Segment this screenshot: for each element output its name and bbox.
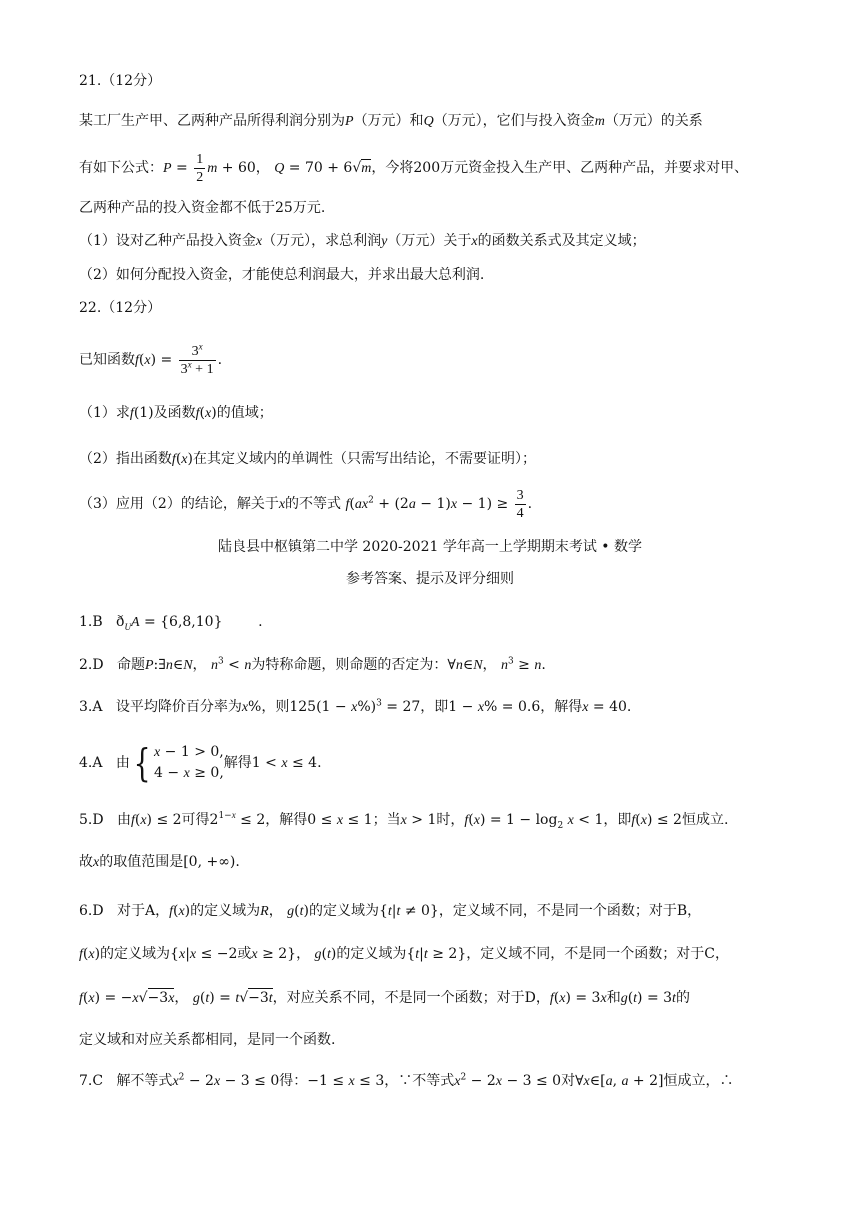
q21-part2: （2）如何分配投入资金，才能使总利润最大，并求出最大总利润. — [79, 267, 485, 283]
answer-6-line3: f(x) = −x√−3x， g(t) = t√−3t，对应关系不同，不是同一个函数；对于D，f(x) = 3x和g(t) = 3t的 — [79, 990, 690, 1006]
q21-heading: 21.（12分） — [79, 73, 162, 89]
q21-part1: （1）设对乙种产品投入资金x（万元），求总利润y（万元）关于x的函数关系式及其定义域； — [79, 233, 646, 249]
q21-line3: 乙两种产品的投入资金都不低于25万元. — [79, 200, 326, 216]
answer-3: 3.A 设平均降价百分率为x%，则$125(1 - x\%)^3 = 27$，即1 − x% = 0.6，解得x = 40. — [79, 698, 632, 715]
answer-4: 4.A 由{ x − 1 > 0, 4 − x ≥ 0, 解得1 < x ≤ 4. — [79, 741, 322, 785]
answer-7: 7.C 解不等式$x^2 - 2x - 3 \le 0$得：−1 ≤ x ≤ 3，∵不等式$x^2 - 2x - 3 \le 0$对∀x∈[a, a + 2]恒成立，∴ — [79, 1072, 734, 1089]
answer-6-line1: 6.D 对于A，f(x)的定义域为R， g(t)的定义域为{t|t ≠ 0}，定义域不同，不是同一个函数；对于B， — [79, 903, 702, 919]
q22-function: 已知函数f(x) = $\frac{3^x}{3^x + 1}$ . — [79, 340, 223, 377]
q21-line2: 有如下公式：P = $\frac{1}{2}$ m + 60， Q = 70 + 6√m，今将200万元资金投入生产甲、乙两种产品，并要求对甲、 — [79, 151, 749, 185]
answer-2: 2.D 命题P:∃n∈N， $n^3 < n$为特称命题，则命题的否定为：∀n∈N， $n^3 \ge n$. — [79, 656, 546, 673]
answer-5-line1: 5.D 由f(x) ≤ 2可得$2^{1-x} \le 2$，解得0 ≤ x ≤ 1；当x > 1时，$f(x) = 1 - \log_2 x < 1$，即f(x) ≤ 2恒成立. — [79, 810, 729, 831]
q22-part2: （2）指出函数f(x)在其定义域内的单调性（只需写出结论，不需要证明）； — [79, 451, 536, 467]
q22-heading: 22.（12分） — [79, 300, 162, 316]
answer-6-line4: 定义域和对应关系都相同，是同一个函数. — [79, 1032, 336, 1048]
answer-subtitle: 参考答案、提示及评分细则 — [346, 571, 514, 587]
answer-1: 1.B $ð_UA = \{6,8,10\}$ . — [79, 614, 263, 632]
answer-5-line2: 故x的取值范围是[0, +∞). — [79, 854, 240, 870]
answer-6-line2: f(x)的定义域为{x|x ≤ −2或x ≥ 2}， g(t)的定义域为{t|t ≥ 2}，定义域不同，不是同一个函数；对于C， — [79, 946, 729, 962]
q22-part3: （3）应用（2）的结论，解关于x的不等式 $f(ax^2 + (2a - 1)x - 1)$ ≥ $\frac{3}{4}$ . — [79, 487, 533, 521]
answer-title: 陆良县中枢镇第二中学 2020-2021 学年高一上学期期末考试 • 数学 — [217, 539, 643, 555]
q21-line1: 某工厂生产甲、乙两种产品所得利润分别为P（万元）和Q（万元），它们与投入资金m（万元）的关系 — [79, 113, 703, 129]
q22-part1: （1）求f(1)及函数f(x)的值域； — [79, 405, 273, 421]
